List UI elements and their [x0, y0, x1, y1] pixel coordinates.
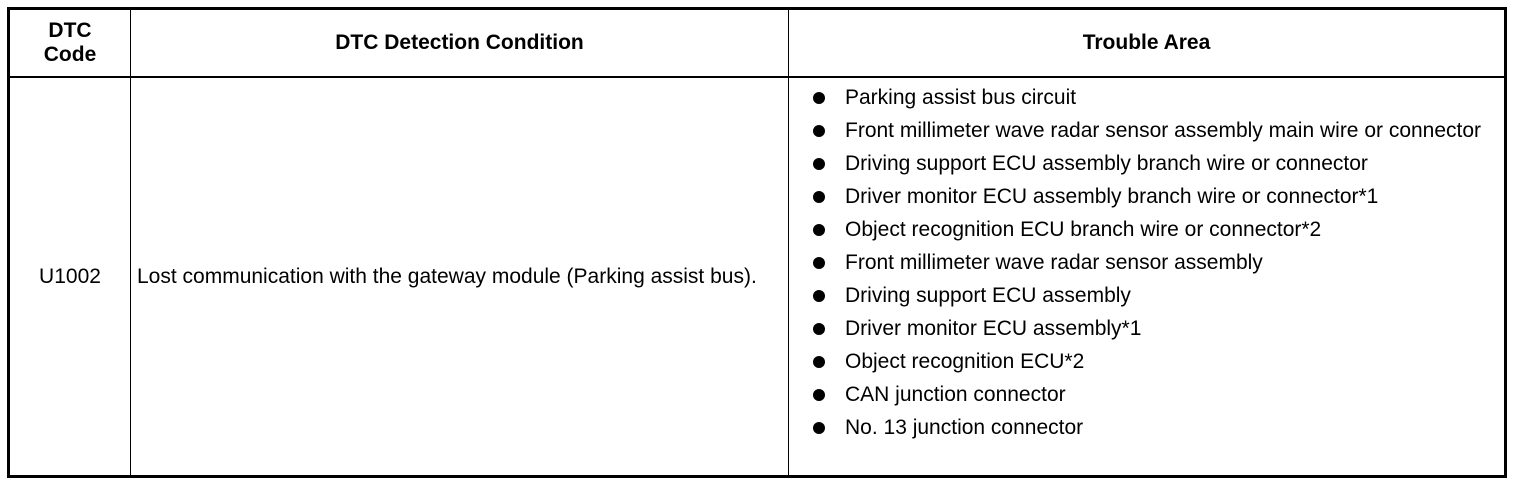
trouble-area-item [811, 414, 1494, 441]
bullet-icon [813, 191, 825, 203]
header-trouble-area-label: Trouble Area [1082, 31, 1211, 54]
dtc-table [7, 7, 1507, 478]
trouble-area-text: Driver monitor ECU assembly*1 [845, 317, 1142, 340]
trouble-area-item [811, 348, 1494, 375]
trouble-area-text: Object recognition ECU branch wire or connector*2 [845, 218, 1322, 241]
trouble-area-item [811, 84, 1494, 111]
header-dtc-code [9, 9, 131, 78]
trouble-area-list [811, 84, 1494, 441]
bullet-icon [813, 224, 825, 236]
header-dtc-code-label: DTC Code [43, 19, 97, 66]
dtc-code: U1002 [39, 264, 101, 288]
header-detection-condition [131, 9, 789, 78]
trouble-area-item [811, 117, 1494, 144]
bullet-icon [813, 422, 825, 434]
bullet-icon [813, 323, 825, 335]
table-row [9, 77, 1506, 477]
bullet-icon [813, 257, 825, 269]
trouble-area-cell [789, 77, 1506, 477]
trouble-area-item [811, 282, 1494, 309]
bullet-icon [813, 125, 825, 137]
trouble-area-text: Driving support ECU assembly branch wire or connector [845, 152, 1368, 175]
header-detection-condition-label: DTC Detection Condition [335, 31, 584, 54]
trouble-area-text: No. 13 junction connector [845, 416, 1084, 439]
trouble-area-text: Front millimeter wave radar sensor assembly main wire or connector [845, 119, 1482, 142]
bullet-icon [813, 290, 825, 302]
trouble-area-item [811, 216, 1494, 243]
header-row [9, 9, 1506, 78]
header-trouble-area [789, 9, 1506, 78]
trouble-area-text: CAN junction connector [845, 383, 1066, 406]
trouble-area-item [811, 183, 1494, 210]
trouble-area-item [811, 249, 1494, 276]
trouble-area-text: Parking assist bus circuit [845, 86, 1077, 109]
detection-condition: Lost communication with the gateway module (Parking assist bus). [137, 265, 757, 288]
trouble-area-text: Driving support ECU assembly [845, 284, 1131, 307]
trouble-area-item [811, 150, 1494, 177]
trouble-area-text: Driver monitor ECU assembly branch wire or connector*1 [845, 185, 1379, 208]
dtc-code-cell [9, 77, 131, 477]
trouble-area-text: Front millimeter wave radar sensor assembly [845, 251, 1263, 274]
trouble-area-text: Object recognition ECU*2 [845, 350, 1085, 373]
bullet-icon [813, 92, 825, 104]
bullet-icon [813, 389, 825, 401]
bullet-icon [813, 356, 825, 368]
detection-condition-cell [131, 77, 789, 477]
trouble-area-item [811, 381, 1494, 408]
trouble-area-item [811, 315, 1494, 342]
bullet-icon [813, 158, 825, 170]
